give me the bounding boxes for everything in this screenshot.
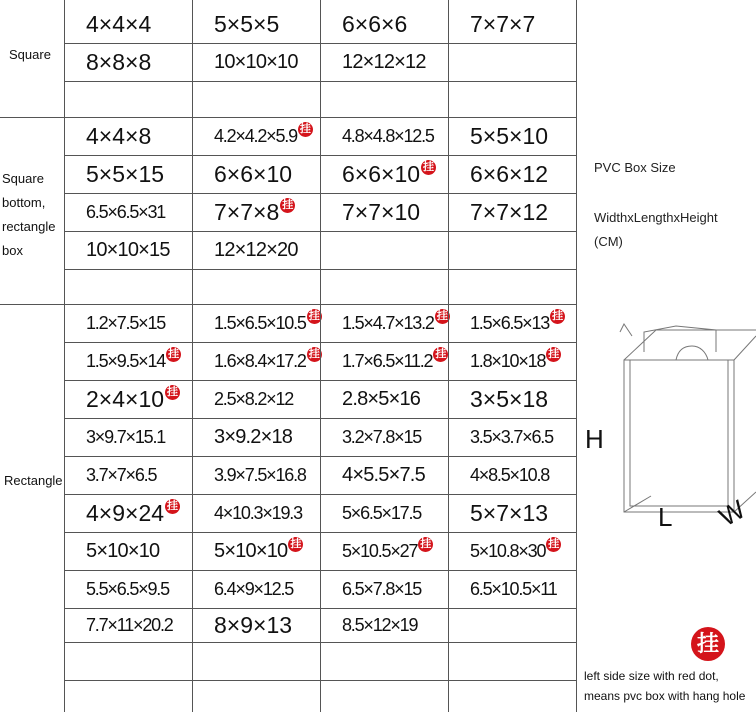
size-cell <box>214 304 322 342</box>
label-l: L <box>658 502 673 532</box>
size-cell <box>214 117 313 155</box>
size-text: 6×6×10 <box>214 160 293 187</box>
hang-hole-dot-icon: 挂 <box>436 309 448 322</box>
size-cell <box>470 342 561 380</box>
size-cell <box>342 532 433 570</box>
size-cell <box>86 43 151 81</box>
size-text: 10×10×15 <box>86 238 170 261</box>
size-text: 5×5×5 <box>214 10 280 37</box>
size-text: 5×10×10 <box>214 539 288 562</box>
size-cell <box>342 456 425 494</box>
hang-hole-dot-icon: 挂 <box>167 499 179 512</box>
size-cell <box>214 193 295 231</box>
size-text: 7×7×7 <box>470 10 536 37</box>
label-w: W <box>713 493 751 533</box>
size-text: 5×5×10 <box>470 122 549 149</box>
size-text: 6.5×10.5×11 <box>470 578 557 599</box>
hang-hole-dot-icon: 挂 <box>308 309 320 322</box>
size-text: 3.9×7.5×16.8 <box>214 464 306 485</box>
size-text: 3.5×3.7×6.5 <box>470 426 553 447</box>
size-text: 5.5×6.5×9.5 <box>86 578 169 599</box>
size-text: 10×10×10 <box>214 50 298 73</box>
category-square: Square <box>9 47 51 62</box>
size-cell <box>86 342 181 380</box>
side-title: PVC Box Size <box>594 160 676 175</box>
size-cell <box>342 608 417 642</box>
size-text: 5×10.5×27 <box>342 540 418 561</box>
hang-hole-dot-icon: 挂 <box>167 385 179 398</box>
size-cell <box>470 494 548 532</box>
size-text: 1.5×6.5×10.5 <box>214 312 306 333</box>
size-text: 7×7×10 <box>342 198 421 225</box>
size-text: 1.6×8.4×17.2 <box>214 350 306 371</box>
size-text: 12×12×20 <box>214 238 298 261</box>
size-text: 7×7×12 <box>470 198 549 225</box>
size-cell <box>214 43 298 81</box>
size-cell <box>86 155 164 193</box>
size-text: 1.8×10×18 <box>470 350 546 371</box>
note-line-2: means pvc box with hang hole <box>584 689 746 703</box>
size-cell <box>86 608 173 642</box>
hang-hole-dot-icon: 挂 <box>691 627 725 661</box>
size-cell <box>214 494 302 532</box>
size-cell <box>86 231 170 269</box>
size-cell <box>214 5 279 43</box>
size-text: 5×6.5×17.5 <box>342 502 422 523</box>
size-text: 2.5×8.2×12 <box>214 388 294 409</box>
hang-hole-dot-icon: 挂 <box>290 537 302 550</box>
size-cell <box>214 155 292 193</box>
size-cell <box>470 5 535 43</box>
size-text: 3×9.7×15.1 <box>86 426 166 447</box>
size-text: 6×6×12 <box>470 160 549 187</box>
size-text: 6×6×6 <box>342 10 408 37</box>
size-cell <box>214 418 292 456</box>
size-text: 7.7×11×20.2 <box>86 614 173 635</box>
size-text: 6×6×10 <box>342 160 421 187</box>
size-cell <box>342 342 448 380</box>
side-dims: WidthxLengthxHeight <box>594 210 718 225</box>
size-cell <box>342 5 407 43</box>
size-cell <box>214 231 298 269</box>
hang-hole-dot-icon: 挂 <box>282 198 294 211</box>
size-cell <box>86 570 169 608</box>
size-text: 4×10.3×19.3 <box>214 502 302 523</box>
size-text: 6.5×7.8×15 <box>342 578 422 599</box>
size-cell <box>342 304 450 342</box>
size-text: 5×10×10 <box>86 539 160 562</box>
size-cell <box>470 380 548 418</box>
hang-hole-dot-icon: 挂 <box>420 537 432 550</box>
grid-line <box>0 304 576 305</box>
grid-line <box>0 117 576 118</box>
note-line-1: left side size with red dot, <box>584 669 719 683</box>
size-cell <box>86 5 151 43</box>
hang-hole-dot-icon: 挂 <box>548 347 560 360</box>
size-cell <box>342 570 421 608</box>
size-cell <box>470 193 548 231</box>
size-text: 3.7×7×6.5 <box>86 464 157 485</box>
size-text: 2.8×5×16 <box>342 387 421 410</box>
hang-hole-dot-icon: 挂 <box>308 347 320 360</box>
size-cell <box>342 418 421 456</box>
grid-line <box>64 0 65 712</box>
hang-hole-dot-icon: 挂 <box>423 160 435 173</box>
category-rectangle: Rectangle <box>4 473 63 488</box>
size-text: 6.5×6.5×31 <box>86 201 166 222</box>
size-cell <box>86 494 180 532</box>
size-text: 7×7×8 <box>214 198 280 225</box>
size-text: 4.2×4.2×5.9 <box>214 125 297 146</box>
size-text: 8.5×12×19 <box>342 614 418 635</box>
size-text: 1.2×7.5×15 <box>86 312 166 333</box>
size-cell <box>470 418 553 456</box>
size-text: 1.5×4.7×13.2 <box>342 312 434 333</box>
size-cell <box>86 456 156 494</box>
size-cell <box>86 418 165 456</box>
size-text: 12×12×12 <box>342 50 426 73</box>
size-text: 4×4×8 <box>86 122 152 149</box>
size-cell <box>214 532 303 570</box>
grid-line <box>192 0 193 712</box>
size-cell <box>86 117 151 155</box>
size-text: 5×5×15 <box>86 160 165 187</box>
size-text: 8×8×8 <box>86 48 152 75</box>
size-cell <box>214 342 322 380</box>
size-text: 1.5×6.5×13 <box>470 312 550 333</box>
hang-hole-dot-icon: 挂 <box>435 347 447 360</box>
size-cell <box>470 155 548 193</box>
hang-hole-dot-icon: 挂 <box>168 347 180 360</box>
size-cell <box>342 43 426 81</box>
size-text: 4×5.5×7.5 <box>342 463 425 486</box>
size-cell <box>470 532 561 570</box>
size-cell <box>86 532 159 570</box>
size-text: 3×9.2×18 <box>214 425 293 448</box>
size-cell <box>86 380 180 418</box>
hang-hole-dot-icon: 挂 <box>299 122 311 135</box>
size-cell <box>214 570 293 608</box>
label-h: H <box>585 424 604 454</box>
size-text: 8×9×13 <box>214 611 293 638</box>
grid-line <box>576 0 577 712</box>
size-cell <box>214 608 292 642</box>
size-text: 5×7×13 <box>470 499 549 526</box>
size-text: 1.7×6.5×11.2 <box>342 350 433 371</box>
size-text: 3.2×7.8×15 <box>342 426 422 447</box>
size-cell <box>470 117 548 155</box>
size-text: 4×9×24 <box>86 499 165 526</box>
size-text: 6.4×9×12.5 <box>214 578 294 599</box>
size-cell <box>342 155 436 193</box>
hang-hole-dot-icon: 挂 <box>552 309 564 322</box>
size-text: 4×4×4 <box>86 10 152 37</box>
size-cell <box>470 570 557 608</box>
size-text: 4×8.5×10.8 <box>470 464 550 485</box>
side-unit: (CM) <box>594 234 623 249</box>
size-cell <box>214 380 293 418</box>
size-text: 3×5×18 <box>470 385 549 412</box>
size-cell <box>86 193 165 231</box>
size-text: 1.5×9.5×14 <box>86 350 166 371</box>
size-cell <box>342 494 421 532</box>
size-cell <box>86 304 165 342</box>
size-cell <box>470 456 549 494</box>
size-text: 4.8×4.8×12.5 <box>342 125 434 146</box>
size-cell <box>342 193 420 231</box>
size-text: 2×4×10 <box>86 385 165 412</box>
size-text: 5×10.8×30 <box>470 540 546 561</box>
size-cell <box>470 304 565 342</box>
size-cell <box>214 456 306 494</box>
grid-line <box>448 0 449 712</box>
size-cell <box>342 117 434 155</box>
hang-hole-dot-icon: 挂 <box>548 537 560 550</box>
grid-line <box>320 0 321 712</box>
size-cell <box>342 380 420 418</box>
category-square-bottom: Square bottom, rectangle box <box>2 171 56 258</box>
